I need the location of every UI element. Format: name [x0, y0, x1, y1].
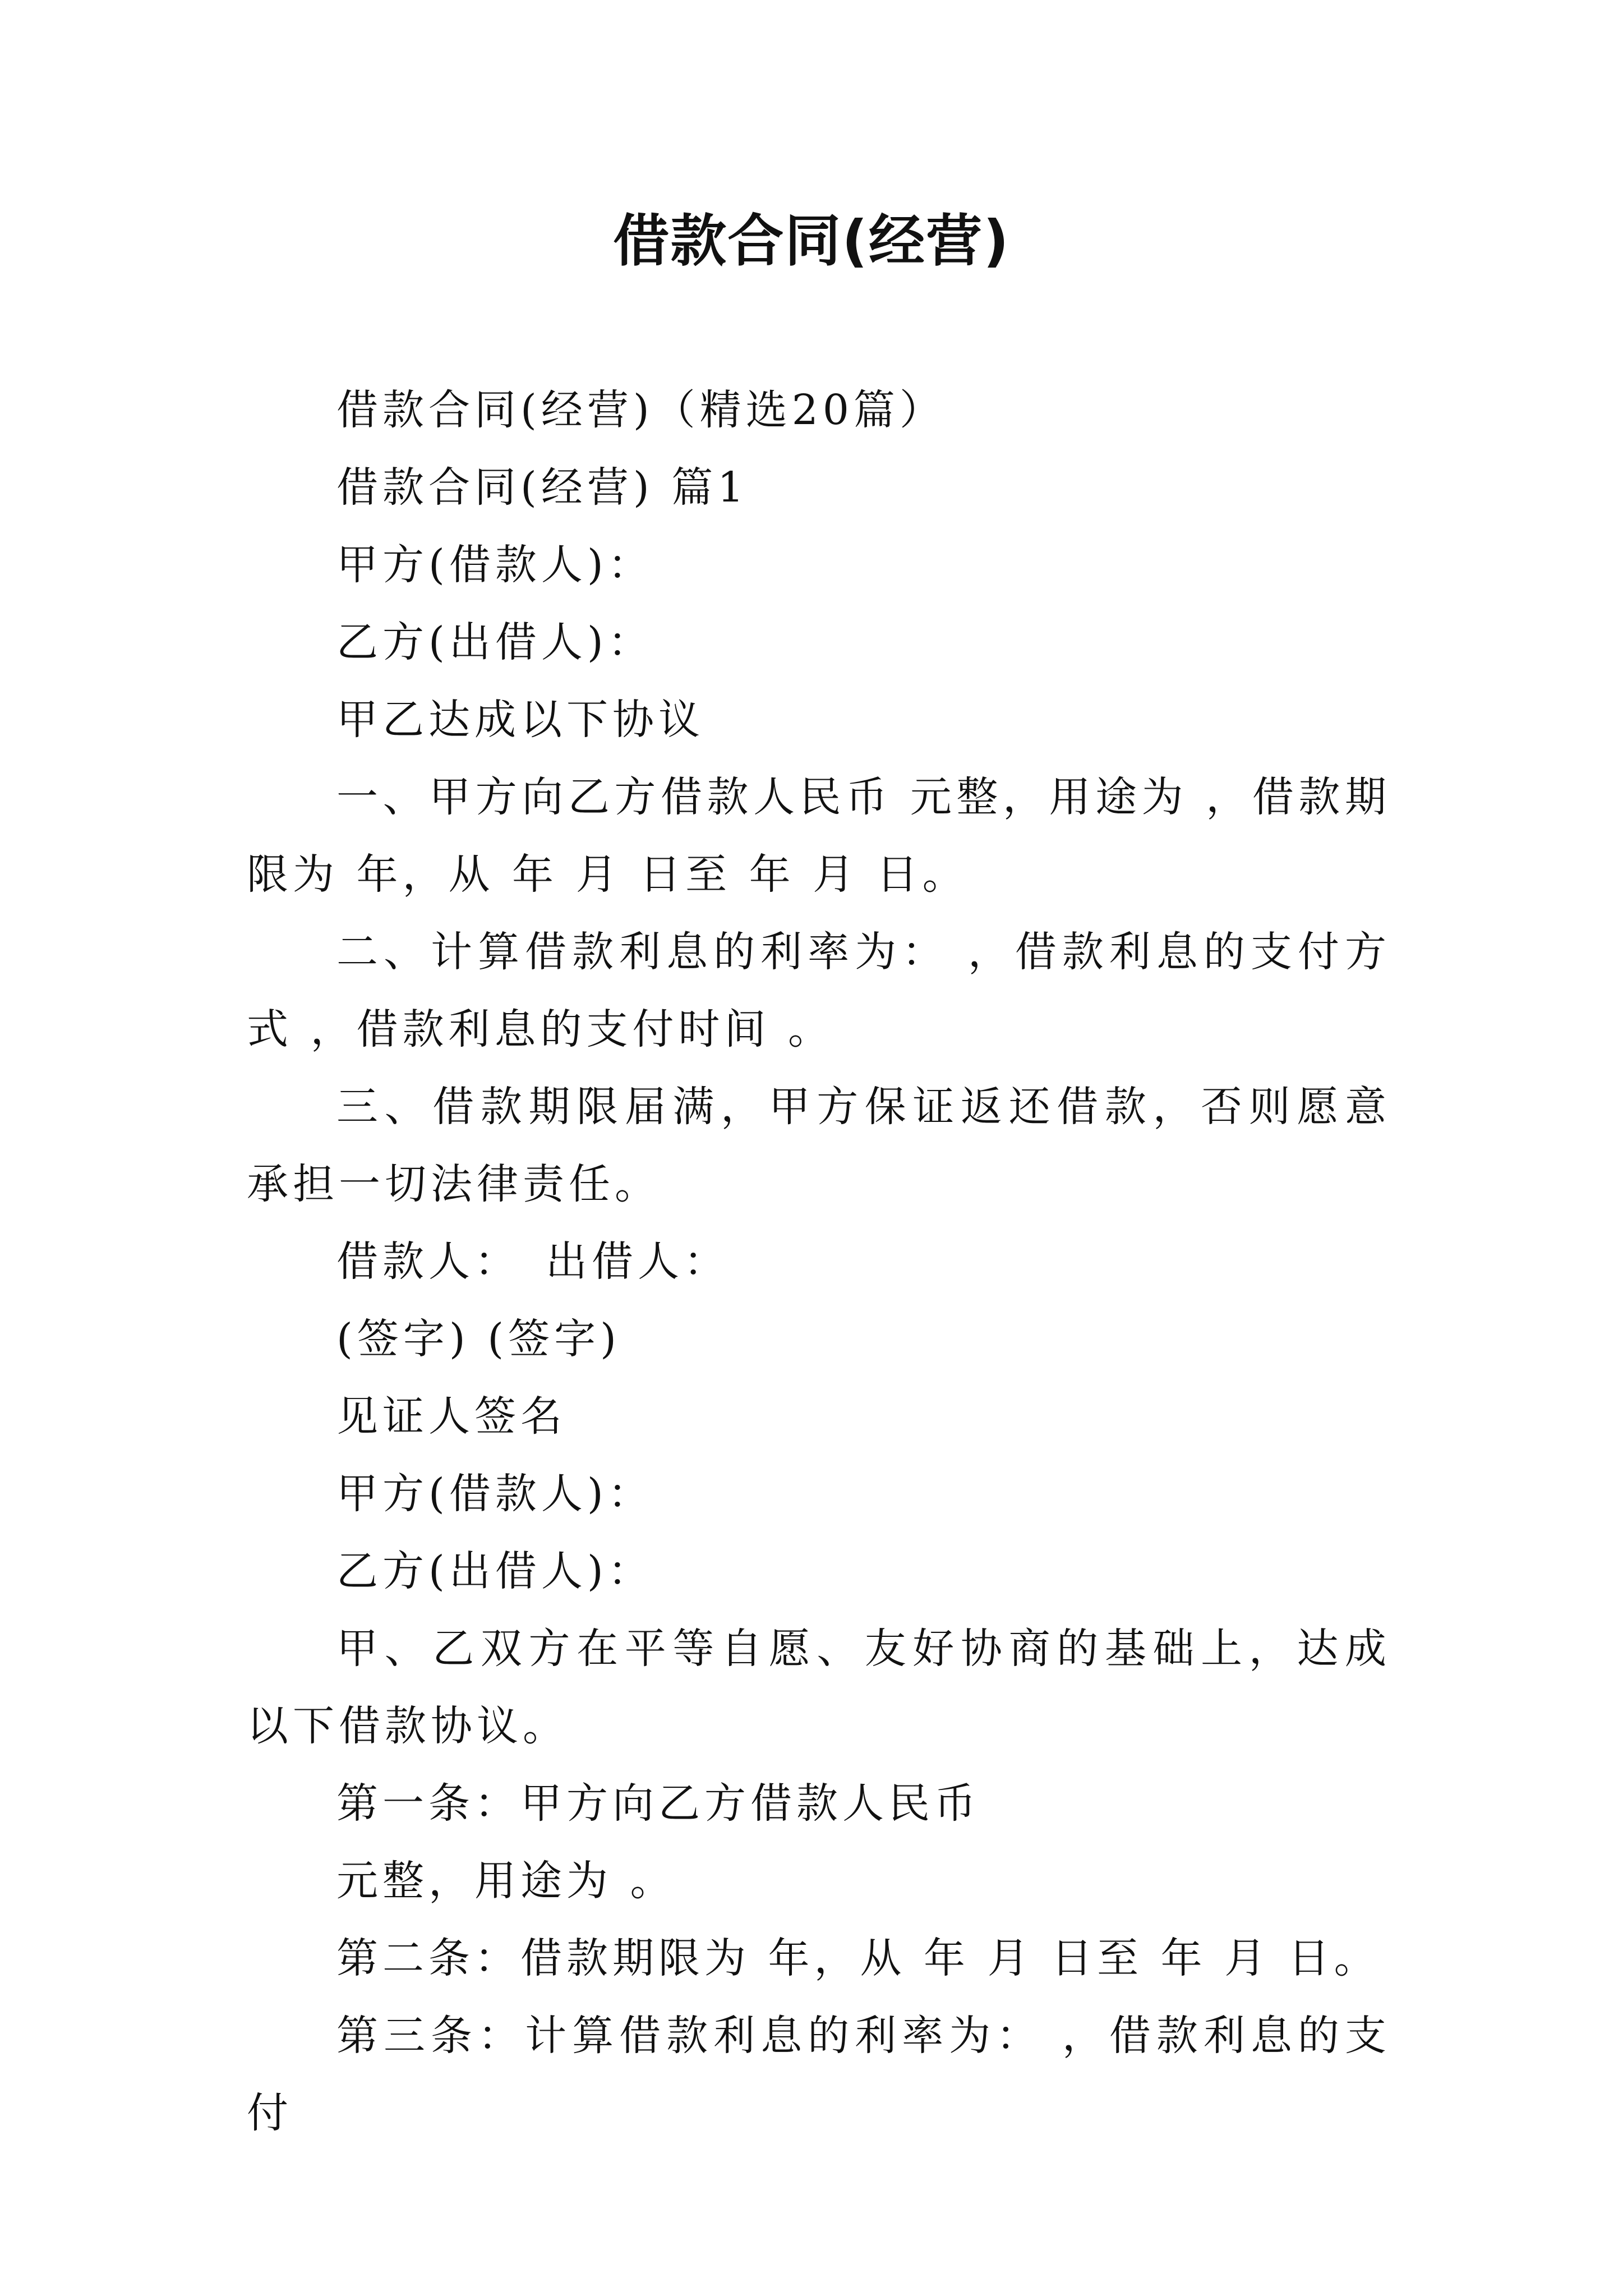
paragraph-agreement-intro: 甲乙达成以下协议 — [336, 696, 704, 744]
document-title: 借款合同(经营) — [613, 208, 1010, 274]
paragraph-signature-marks: (签字) (签字) — [336, 1315, 621, 1363]
paragraph-clause-3: 三、借款期限届满，甲方保证返还借款，否则愿意承担一切法律责任。 — [247, 1083, 1391, 1208]
paragraph-section-heading: 借款合同(经营) 篇1 — [336, 463, 749, 512]
document-body — [247, 371, 1391, 2152]
paragraph-clause-1: 一、甲方向乙方借款人民币 元整，用途为 ，借款期限为 年，从 年 月 日至 年 月 日。 — [247, 773, 1391, 899]
paragraph-clause-2: 二、计算借款利息的利率为： ，借款利息的支付方式 ，借款利息的支付时间 。 — [247, 928, 1391, 1053]
paragraph-article-3: 第三条：计算借款利息的利率为： ，借款利息的支付 — [247, 2012, 1391, 2137]
paragraph-party-b: 乙方(出借人)： — [336, 618, 654, 666]
paragraph-article-1: 第一条：甲方向乙方借款人民币 — [336, 1779, 980, 1828]
paragraph-party-a-2: 甲方(借款人)： — [336, 1470, 654, 1518]
paragraph-party-a: 甲方(借款人)： — [336, 541, 654, 589]
paragraph-mutual-agreement: 甲、乙双方在平等自愿、友好协商的基础上，达成以下借款协议。 — [247, 1625, 1391, 1750]
paragraph-article-2: 第二条：借款期限为 年，从 年 月 日至 年 月 日。 — [336, 1934, 1380, 1982]
paragraph-collection-heading: 借款合同(经营)（精选20篇） — [336, 386, 946, 434]
paragraph-witness: 见证人签名 — [336, 1392, 566, 1441]
paragraph-signature-labels: 借款人： 出借人： — [336, 1237, 730, 1286]
paragraph-article-1-cont: 元整，用途为 。 — [336, 1857, 676, 1905]
paragraph-party-b-2: 乙方(出借人)： — [336, 1547, 654, 1595]
